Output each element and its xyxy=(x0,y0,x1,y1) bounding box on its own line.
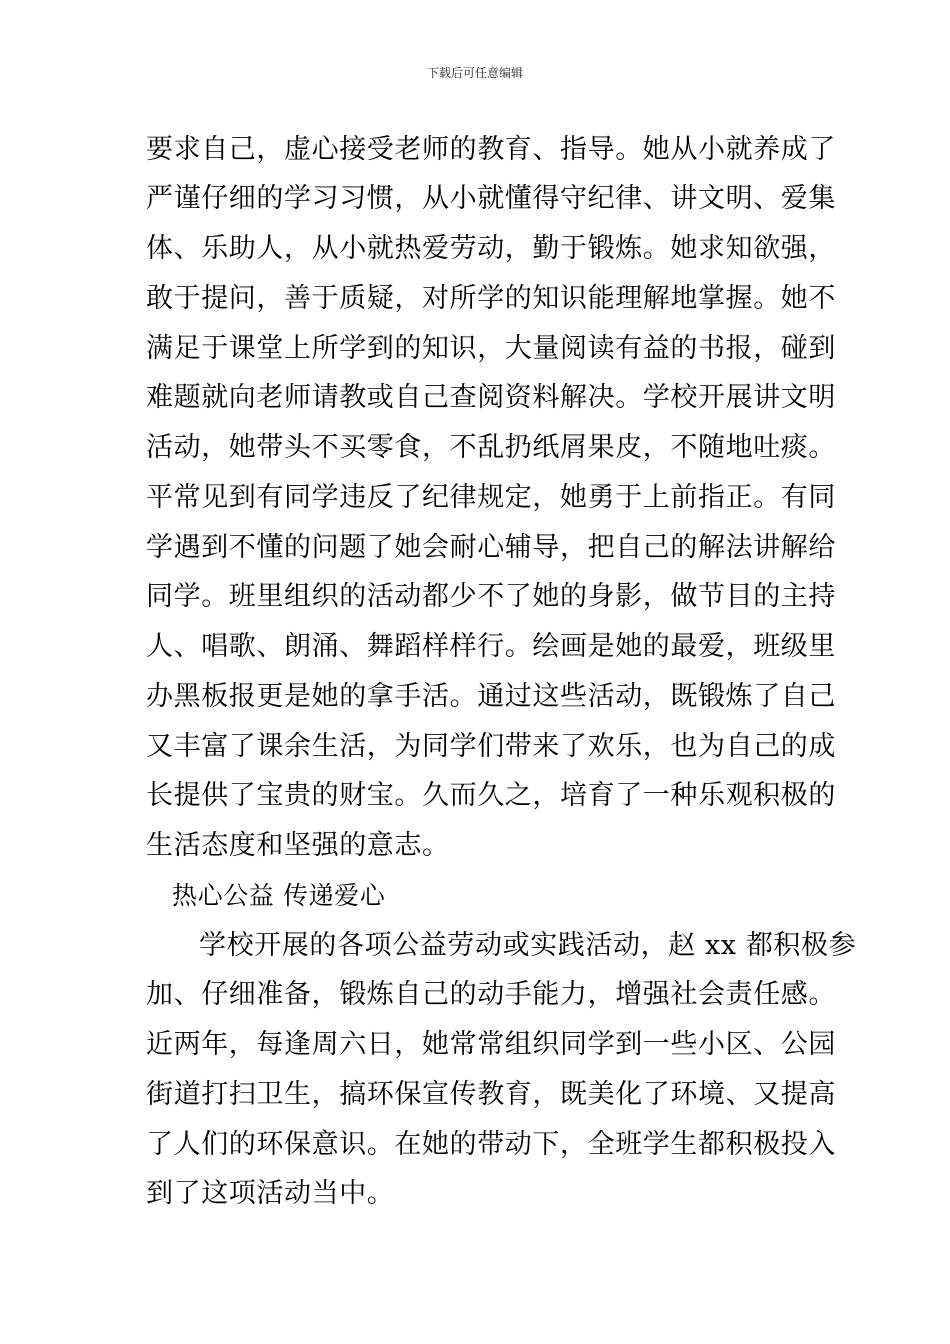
body-line: 平常见到有同学违反了纪律规定，她勇于上前指正。有同 xyxy=(146,482,836,513)
body-line: 要求自己，虚心接受老师的教育、指导。她从小就养成了 xyxy=(146,134,836,165)
body-line: 加、仔细准备，锻炼自己的动手能力，增强社会责任感。 xyxy=(146,979,836,1010)
body-line: 学遇到不懂的问题了她会耐心辅导，把自己的解法讲解给 xyxy=(146,532,836,563)
body-line: 严谨仔细的学习习惯，从小就懂得守纪律、讲文明、爱集 xyxy=(146,183,836,214)
body-line: 人、唱歌、朗涌、舞蹈样样行。绘画是她的最爱，班级里 xyxy=(146,631,836,662)
body-line: 体、乐助人，从小就热爱劳动，勤于锻炼。她求知欲强， xyxy=(146,233,836,264)
page-header: 下载后可任意编辑 xyxy=(426,66,523,80)
body-line: 生活态度和坚强的意志。 xyxy=(146,830,450,861)
body-line: 办黑板报更是她的拿手活。通过这些活动，既锻炼了自己 xyxy=(146,681,836,712)
body-line: 学校开展的各项公益劳动或实践活动，赵 xx 都积极参 xyxy=(199,930,857,961)
body-line: 满足于课堂上所学到的知识，大量阅读有益的书报，碰到 xyxy=(146,333,836,364)
body-line: 又丰富了课余生活，为同学们带来了欢乐，也为自己的成 xyxy=(146,731,836,762)
body-line: 了人们的环保意识。在她的带动下，全班学生都积极投入 xyxy=(146,1129,836,1160)
body-line: 难题就向老师请教或自己查阅资料解决。学校开展讲文明 xyxy=(146,382,836,413)
body-line: 街道打扫卫生，搞环保宣传教育，既美化了环境、又提高 xyxy=(146,1079,836,1110)
body-line: 近两年，每逢周六日，她常常组织同学到一些小区、公园 xyxy=(146,1029,836,1060)
section-heading: 热心公益 传递爱心 xyxy=(172,881,386,910)
body-line: 同学。班里组织的活动都少不了她的身影，做节目的主持 xyxy=(146,581,836,612)
body-line: 到了这项活动当中。 xyxy=(146,1178,395,1209)
body-line: 活动，她带头不买零食，不乱扔纸屑果皮，不随地吐痰。 xyxy=(146,432,836,463)
body-line: 敢于提问，善于质疑，对所学的知识能理解地掌握。她不 xyxy=(146,283,836,314)
body-line: 长提供了宝贵的财宝。久而久之，培育了一种乐观积极的 xyxy=(146,780,836,811)
